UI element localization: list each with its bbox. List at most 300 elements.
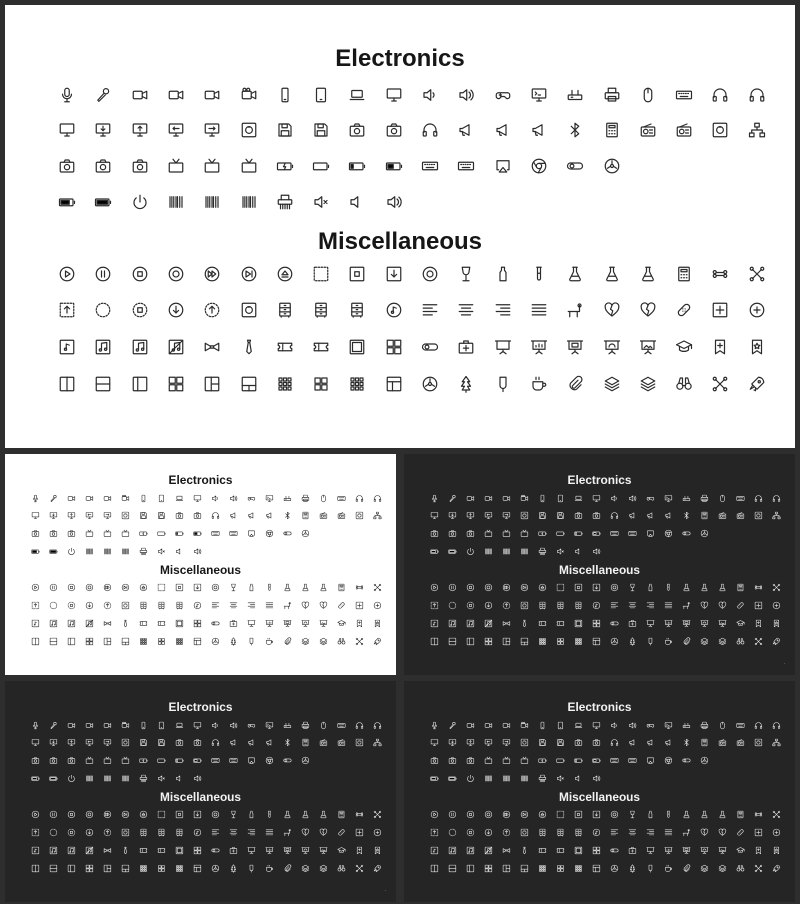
mobile-phone-icon	[139, 721, 148, 730]
terminal-icon	[530, 86, 548, 104]
washing-machine-icon	[355, 738, 364, 747]
coffee-cup-icon	[664, 864, 673, 873]
bandage-icon	[337, 601, 346, 610]
router-icon	[566, 86, 584, 104]
gamepad-icon	[494, 86, 512, 104]
router-icon	[682, 494, 691, 503]
barcode-search-icon	[203, 193, 221, 211]
bookmark-star-icon	[772, 619, 781, 628]
photo-camera-icon	[31, 529, 40, 538]
layout-bottom-icon	[121, 864, 130, 873]
camera-gear-icon	[94, 157, 112, 175]
first-aid-kit-icon	[229, 846, 238, 855]
first-aid-kit-icon	[628, 619, 637, 628]
battery-empty-icon	[312, 157, 330, 175]
desk-lamp-icon	[682, 601, 691, 610]
barcode-alt-icon	[520, 774, 529, 783]
stop-square-icon	[175, 810, 184, 819]
broken-heart-alt-icon	[319, 828, 328, 837]
speaker-mute-icon	[157, 774, 166, 783]
graduation-cap-icon	[675, 338, 693, 356]
tv-antenna-icon	[520, 529, 529, 538]
laptop-icon	[348, 86, 366, 104]
karaoke-mic-icon	[448, 721, 457, 730]
power-icon	[67, 774, 76, 783]
monitor-icon	[193, 494, 202, 503]
upload-dashed-square-icon	[31, 828, 40, 837]
monitor-download-icon	[448, 511, 457, 520]
layout-rows-icon	[94, 375, 112, 393]
slide-thumb-top-left[interactable]	[5, 454, 396, 675]
stop-square-icon	[574, 583, 583, 592]
test-tube-icon	[530, 265, 548, 283]
radio-alt-icon	[675, 121, 693, 139]
layout-split-icon	[203, 375, 221, 393]
flask-drops-icon	[718, 583, 727, 592]
wardrobe-icon	[574, 828, 583, 837]
rocket-icon	[772, 637, 781, 646]
headphones-alt-icon	[610, 511, 619, 520]
radio-icon	[319, 738, 328, 747]
speaker-off-icon	[574, 547, 583, 556]
music-circle-icon	[193, 601, 202, 610]
layout-split-icon	[502, 864, 511, 873]
network-icon	[373, 738, 382, 747]
scissors-icon	[355, 637, 364, 646]
layout-rows-icon	[49, 864, 58, 873]
pause-circle-icon	[94, 265, 112, 283]
play-circle-icon	[31, 810, 40, 819]
align-right-icon	[646, 601, 655, 610]
layers-alt-icon	[718, 637, 727, 646]
paperclip-icon	[283, 637, 292, 646]
wifi-badge-icon	[283, 756, 292, 765]
floppy-disk-alt-icon	[157, 738, 166, 747]
music-album-icon	[94, 338, 112, 356]
radiation-icon	[301, 529, 310, 538]
paper-shredder-icon	[538, 547, 547, 556]
speaker-low-icon	[211, 494, 220, 503]
speaker-mute-icon	[157, 547, 166, 556]
slide-thumb-top-right[interactable]	[404, 454, 795, 675]
necktie-icon	[121, 846, 130, 855]
presentation-id-icon	[682, 619, 691, 628]
tv-icon	[85, 529, 94, 538]
microphone-icon	[430, 494, 439, 503]
monitor-icon	[193, 721, 202, 730]
upload-dashed-square-icon	[430, 601, 439, 610]
popsicle-icon	[646, 637, 655, 646]
airplay-icon	[646, 529, 655, 538]
crossbones-icon	[373, 810, 382, 819]
headphones-icon	[754, 494, 763, 503]
flask-icon	[283, 810, 292, 819]
camcorder-icon	[85, 494, 94, 503]
bandage-icon	[675, 301, 693, 319]
paperclip-icon	[682, 864, 691, 873]
layout-quad-icon	[85, 864, 94, 873]
graduation-cap-icon	[736, 846, 745, 855]
megaphone-small-icon	[265, 511, 274, 520]
eject-circle-icon	[139, 810, 148, 819]
presentation-rainbow-icon	[301, 619, 310, 628]
battery-empty-icon	[556, 756, 565, 765]
presentation-chart-icon	[664, 846, 673, 855]
slide-main[interactable]	[5, 5, 795, 448]
broken-heart-alt-icon	[718, 828, 727, 837]
stop-square-icon	[574, 810, 583, 819]
first-aid-kit-icon	[628, 846, 637, 855]
music-sheet-icon	[466, 846, 475, 855]
bow-tie-icon	[103, 846, 112, 855]
next-track-circle-icon	[121, 583, 130, 592]
abacus-icon	[675, 265, 693, 283]
slide-thumb-bottom-right[interactable]	[404, 681, 795, 902]
network-icon	[373, 511, 382, 520]
no-music-icon	[167, 338, 185, 356]
graduation-cap-icon	[337, 619, 346, 628]
cabinet-icon	[538, 601, 547, 610]
download-circle-icon	[85, 828, 94, 837]
megaphone-icon	[628, 738, 637, 747]
headphones-icon	[355, 494, 364, 503]
square-frame-icon	[175, 619, 184, 628]
headphones-icon	[711, 86, 729, 104]
section-title-miscellaneous: Miscellaneous	[159, 563, 242, 578]
bookmark-star-icon	[772, 846, 781, 855]
keyboard-icon	[736, 494, 745, 503]
speaker-on-icon	[385, 193, 403, 211]
grid-four-icon	[193, 846, 202, 855]
washing-machine-icon	[754, 511, 763, 520]
add-square-icon	[355, 828, 364, 837]
layers-alt-icon	[639, 375, 657, 393]
graduation-cap-icon	[337, 846, 346, 855]
music-circle-icon	[592, 828, 601, 837]
ticket-icon	[139, 619, 148, 628]
bandage-icon	[736, 601, 745, 610]
tv-icon	[167, 157, 185, 175]
battery-high-icon	[430, 774, 439, 783]
music-circle-icon	[592, 601, 601, 610]
flask-drops-icon	[718, 810, 727, 819]
headphones-icon	[754, 721, 763, 730]
layers-icon	[301, 637, 310, 646]
download-circle-icon	[85, 601, 94, 610]
pause-circle-icon	[49, 810, 58, 819]
radio-icon	[718, 511, 727, 520]
paperclip-icon	[566, 375, 584, 393]
megaphone-small-icon	[265, 738, 274, 747]
keyboard-arrows-icon	[610, 529, 619, 538]
slide-thumb-bottom-left[interactable]	[5, 681, 396, 902]
camera-compact-icon	[193, 511, 202, 520]
chrome-icon	[664, 529, 673, 538]
gamepad-icon	[247, 721, 256, 730]
layout-columns-icon	[31, 864, 40, 873]
speaker-high-icon	[229, 494, 238, 503]
radio-alt-icon	[337, 738, 346, 747]
megaphone-alt-icon	[646, 511, 655, 520]
toggle-icon	[211, 846, 220, 855]
presentation-chart-icon	[664, 619, 673, 628]
stop-dashed-circle-icon	[466, 601, 475, 610]
grid-nine-icon	[139, 637, 148, 646]
scissors-icon	[355, 864, 364, 873]
monitor-download-icon	[49, 511, 58, 520]
dashed-circle-icon	[94, 301, 112, 319]
binoculars-icon	[337, 637, 346, 646]
safe-box-icon	[240, 301, 258, 319]
monitor-arrow-right-icon	[502, 511, 511, 520]
atom-icon	[610, 864, 619, 873]
grid-squares-icon	[157, 637, 166, 646]
printer-icon	[603, 86, 621, 104]
monitor-download-icon	[49, 738, 58, 747]
download-square-icon	[592, 583, 601, 592]
layout-columns-icon	[31, 637, 40, 646]
microphone-icon	[31, 494, 40, 503]
upload-dashed-circle-icon	[103, 601, 112, 610]
music-sheet-icon	[466, 619, 475, 628]
layout-rows-icon	[448, 637, 457, 646]
battery-high-icon	[31, 547, 40, 556]
video-icon	[103, 494, 112, 503]
music-circle-icon	[193, 828, 202, 837]
layout-sidebar-icon	[466, 864, 475, 873]
stop-circle-icon	[466, 583, 475, 592]
next-track-circle-icon	[520, 810, 529, 819]
floppy-disk-alt-icon	[312, 121, 330, 139]
binoculars-icon	[736, 864, 745, 873]
camera-gear-icon	[49, 756, 58, 765]
align-justify-icon	[265, 828, 274, 837]
keyboard-down-icon	[229, 529, 238, 538]
bone-icon	[355, 583, 364, 592]
flask-icon	[682, 810, 691, 819]
flask-alt-icon	[700, 583, 709, 592]
wardrobe-icon	[175, 601, 184, 610]
presentation-icon	[646, 846, 655, 855]
presentation-image-icon	[319, 619, 328, 628]
flask-alt-icon	[301, 810, 310, 819]
bottle-icon	[646, 810, 655, 819]
presentation-rainbow-icon	[700, 619, 709, 628]
laptop-icon	[175, 721, 184, 730]
printer-icon	[700, 721, 709, 730]
bluetooth-icon	[682, 511, 691, 520]
bow-tie-icon	[203, 338, 221, 356]
page-marker: ·	[384, 888, 386, 894]
flask-drops-icon	[319, 583, 328, 592]
karaoke-mic-icon	[448, 494, 457, 503]
video-camera-icon	[466, 494, 475, 503]
video-icon	[502, 721, 511, 730]
monitor-arrow-right-icon	[103, 738, 112, 747]
printer-icon	[700, 494, 709, 503]
bone-icon	[711, 265, 729, 283]
barcode-icon	[484, 547, 493, 556]
necktie-icon	[240, 338, 258, 356]
floppy-disk-alt-icon	[556, 738, 565, 747]
download-square-icon	[193, 583, 202, 592]
speaker-low-icon	[610, 494, 619, 503]
dashed-circle-icon	[448, 601, 457, 610]
section-title-miscellaneous: Miscellaneous	[317, 228, 483, 255]
layout-header-icon	[592, 637, 601, 646]
calculator-icon	[603, 121, 621, 139]
align-center-icon	[628, 828, 637, 837]
test-tube-icon	[664, 810, 673, 819]
add-circle-icon	[373, 828, 382, 837]
tickets-icon	[556, 846, 565, 855]
play-circle-icon	[58, 265, 76, 283]
first-aid-kit-icon	[229, 619, 238, 628]
power-icon	[466, 774, 475, 783]
keyboard-icon	[337, 494, 346, 503]
headset-icon	[772, 721, 781, 730]
music-note-square-icon	[58, 338, 76, 356]
tablet-icon	[556, 494, 565, 503]
dashed-square-icon	[556, 810, 565, 819]
bone-icon	[355, 810, 364, 819]
camcorder-icon	[85, 721, 94, 730]
microphone-icon	[31, 721, 40, 730]
coffee-cup-icon	[530, 375, 548, 393]
battery-charging-icon	[139, 756, 148, 765]
abacus-icon	[337, 810, 346, 819]
layout-columns-icon	[58, 375, 76, 393]
scissors-icon	[754, 864, 763, 873]
airplay-icon	[247, 756, 256, 765]
radio-icon	[639, 121, 657, 139]
monitor-arrow-left-icon	[85, 511, 94, 520]
film-camera-icon	[121, 721, 130, 730]
camera-gear-icon	[448, 529, 457, 538]
monitor-refresh-icon	[430, 738, 439, 747]
washing-machine-icon	[754, 738, 763, 747]
no-music-icon	[484, 619, 493, 628]
tickets-icon	[556, 619, 565, 628]
grid-nine-icon	[538, 637, 547, 646]
stop-circle-icon	[67, 583, 76, 592]
add-square-icon	[711, 301, 729, 319]
section-title-electronics: Electronics	[168, 699, 233, 714]
mouse-icon	[319, 494, 328, 503]
layout-bottom-icon	[121, 637, 130, 646]
eject-circle-icon	[538, 583, 547, 592]
layout-sidebar-icon	[67, 864, 76, 873]
presentation-image-icon	[639, 338, 657, 356]
battery-charging-icon	[538, 756, 547, 765]
tv-antenna-icon	[121, 529, 130, 538]
retro-tv-icon	[502, 529, 511, 538]
align-right-icon	[247, 601, 256, 610]
speaker-off-icon	[175, 774, 184, 783]
keyboard-icon	[675, 86, 693, 104]
airplay-icon	[247, 529, 256, 538]
video-icon	[103, 721, 112, 730]
tv-antenna-icon	[240, 157, 258, 175]
grid-squares-icon	[312, 375, 330, 393]
music-album-icon	[448, 619, 457, 628]
barcode-icon	[484, 774, 493, 783]
stop-dashed-circle-icon	[67, 601, 76, 610]
no-music-icon	[85, 619, 94, 628]
play-circle-icon	[430, 810, 439, 819]
monitor-upload-icon	[466, 738, 475, 747]
cabinet-icon	[139, 828, 148, 837]
airplay-icon	[494, 157, 512, 175]
safe-icon	[520, 738, 529, 747]
video-camera-icon	[131, 86, 149, 104]
monitor-icon	[592, 721, 601, 730]
speaker-mute-icon	[556, 774, 565, 783]
layout-quad-icon	[167, 375, 185, 393]
upload-dashed-circle-icon	[103, 828, 112, 837]
drawers-icon	[157, 828, 166, 837]
layout-bottom-icon	[520, 864, 529, 873]
upload-dashed-circle-icon	[502, 601, 511, 610]
network-icon	[772, 738, 781, 747]
network-icon	[772, 511, 781, 520]
add-square-icon	[355, 601, 364, 610]
crossbones-icon	[772, 583, 781, 592]
target-icon	[421, 265, 439, 283]
battery-charging-icon	[538, 529, 547, 538]
layout-header-icon	[385, 375, 403, 393]
tv-antenna-icon	[520, 756, 529, 765]
speaker-low-icon	[610, 721, 619, 730]
microphone-icon	[430, 721, 439, 730]
scissors-icon	[711, 375, 729, 393]
section-title-miscellaneous: Miscellaneous	[558, 790, 641, 805]
crossbones-icon	[772, 810, 781, 819]
coffee-cup-icon	[664, 637, 673, 646]
headset-icon	[373, 721, 382, 730]
battery-half-icon	[592, 529, 601, 538]
video-camera-icon	[466, 721, 475, 730]
speaker-high-icon	[229, 721, 238, 730]
paperclip-icon	[283, 864, 292, 873]
music-album-icon	[49, 619, 58, 628]
barcode-icon	[85, 547, 94, 556]
camera-retro-icon	[466, 529, 475, 538]
binoculars-icon	[337, 864, 346, 873]
monitor-upload-icon	[67, 738, 76, 747]
broken-heart-icon	[700, 601, 709, 610]
monitor-refresh-icon	[430, 511, 439, 520]
speaker-mute-icon	[556, 547, 565, 556]
bandage-icon	[337, 828, 346, 837]
drawers-icon	[157, 601, 166, 610]
battery-low-icon	[175, 756, 184, 765]
monitor-arrow-left-icon	[484, 738, 493, 747]
battery-charging-icon	[276, 157, 294, 175]
ticket-icon	[538, 846, 547, 855]
paper-shredder-icon	[276, 193, 294, 211]
photo-camera-icon	[430, 756, 439, 765]
tablet-icon	[312, 86, 330, 104]
rocket-icon	[748, 375, 766, 393]
camera-icon	[574, 738, 583, 747]
drawers-icon	[556, 828, 565, 837]
monitor-refresh-icon	[58, 121, 76, 139]
next-track-circle-icon	[240, 265, 258, 283]
square-frame-icon	[574, 619, 583, 628]
monitor-refresh-icon	[31, 511, 40, 520]
radiation-icon	[700, 756, 709, 765]
